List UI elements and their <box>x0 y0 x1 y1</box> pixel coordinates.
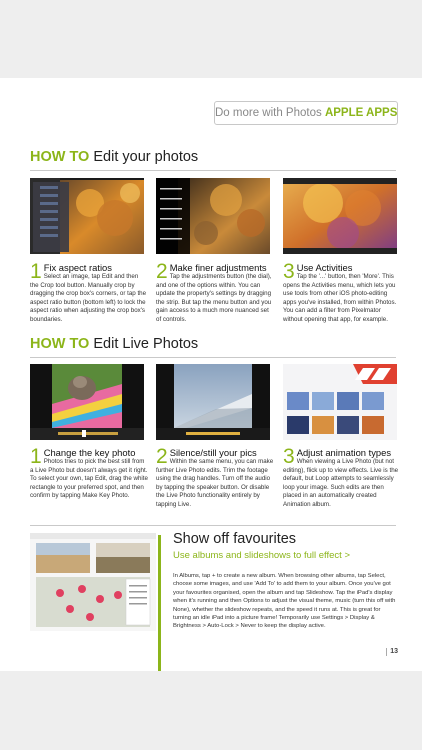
magazine-page <box>0 78 422 671</box>
step-title: Fix aspect ratios <box>43 262 112 273</box>
step-title: Change the key photo <box>43 447 136 458</box>
page-number: 13 <box>386 648 398 656</box>
live-photo-trim-screenshot <box>156 364 270 440</box>
step-title: Use Activities <box>296 262 353 273</box>
section2-rule <box>30 357 396 358</box>
step-number: 1 <box>30 445 42 468</box>
section2-how: HOW TO <box>30 336 90 352</box>
step-silence-still-pics <box>156 447 274 510</box>
feature-body: In Albums, tap + to create a new album. When browsing other albums, tap Select, choose some images, and use 'Add To' to add them to your album. Once you've got your favourites organised, open the album and tap Slideshow. Tap the iPad's display when it's running and then Options to adjust the visual theme, music (turn this off with None), whether the slideshow repeats, and the speed it runs at. This is great for turning an idle iPad into a picture frame! Temporarily use Settings > Display & Brightness > Auto-Lock > Never to keep the display active. <box>173 573 396 630</box>
key-photo-screenshot <box>30 364 144 440</box>
section1-title: Edit your photos <box>93 149 199 165</box>
step-body: Within the same menu, you can make further Live Photo edits. Trim the footage using the drag handles. Turn off the audio by tapping the speaker button. Or disable the Live Photo functionality entirely by tapping Live. <box>156 458 274 508</box>
step-title: Make finer adjustments <box>169 262 267 273</box>
step-number: 2 <box>156 260 168 283</box>
section-banner <box>214 101 398 125</box>
live-photo-effects-screenshot <box>283 364 397 440</box>
banner-prefix: Do more with Photos <box>215 107 322 119</box>
step-number: 2 <box>156 445 168 468</box>
step-body: Tap the '...' button, then 'More'. This opens the Activities menu, which lets you use tools from other iOS photo-editing apps you've installed, from within Photos. You can add a filter from Pixelmator without opening that app, for example. <box>283 273 397 323</box>
step-change-key-photo <box>30 447 148 501</box>
section1-rule <box>30 170 396 171</box>
step-body: Select an image, tap Edit and then the Crop tool button. Manually crop by dragging the crop box's corners, or tap the aspect ratio button (bottom left) to lock the aspect ratio when adjusting the crop box's boundaries. <box>30 273 147 323</box>
step-body: Tap the adjustments button (the dial), and one of the options within. You can update the property's settings by dragging the strip. But tap the menu button and you gain access to a much more nuanced set of controls. <box>156 273 272 323</box>
step-title: Silence/still your pics <box>169 447 257 458</box>
step-body: When viewing a Live Photo (but not editing), flick up to view effects. Live is the default, but Loop attempts to seamlessly loop your image. Such edits are then placed in an automatically created Animation album. <box>283 458 399 508</box>
crop-tool-screenshot <box>30 178 144 254</box>
feature-subtitle: Use albums and slideshows to full effect > <box>173 550 350 561</box>
step-fix-aspect-ratios <box>30 262 148 325</box>
feature-rule <box>30 525 396 526</box>
step-title: Adjust animation types <box>296 447 392 458</box>
step-number: 1 <box>30 260 42 283</box>
section2-title: Edit Live Photos <box>93 336 199 352</box>
step-number: 3 <box>283 260 295 283</box>
section1-heading <box>30 149 198 165</box>
activities-screenshot <box>283 178 397 254</box>
step-adjust-animation-types <box>283 447 401 510</box>
step-make-finer-adjustments <box>156 262 274 325</box>
feature-accent-bar <box>158 535 161 671</box>
adjustments-screenshot <box>156 178 270 254</box>
step-number: 3 <box>283 445 295 468</box>
banner-accent: APPLE APPS <box>324 107 398 119</box>
section1-how: HOW TO <box>30 149 90 165</box>
step-use-activities <box>283 262 401 325</box>
feature-title: Show off favourites <box>173 531 297 547</box>
step-body: Photos tries to pick the best still from a Live Photo but doesn't always get it right. To select your own, tap Edit, drag the white rectangle to your preferred spot, and then confirm by tapping Make Key Photo. <box>30 458 148 500</box>
slideshow-album-screenshot <box>30 533 156 631</box>
section2-heading <box>30 336 198 352</box>
